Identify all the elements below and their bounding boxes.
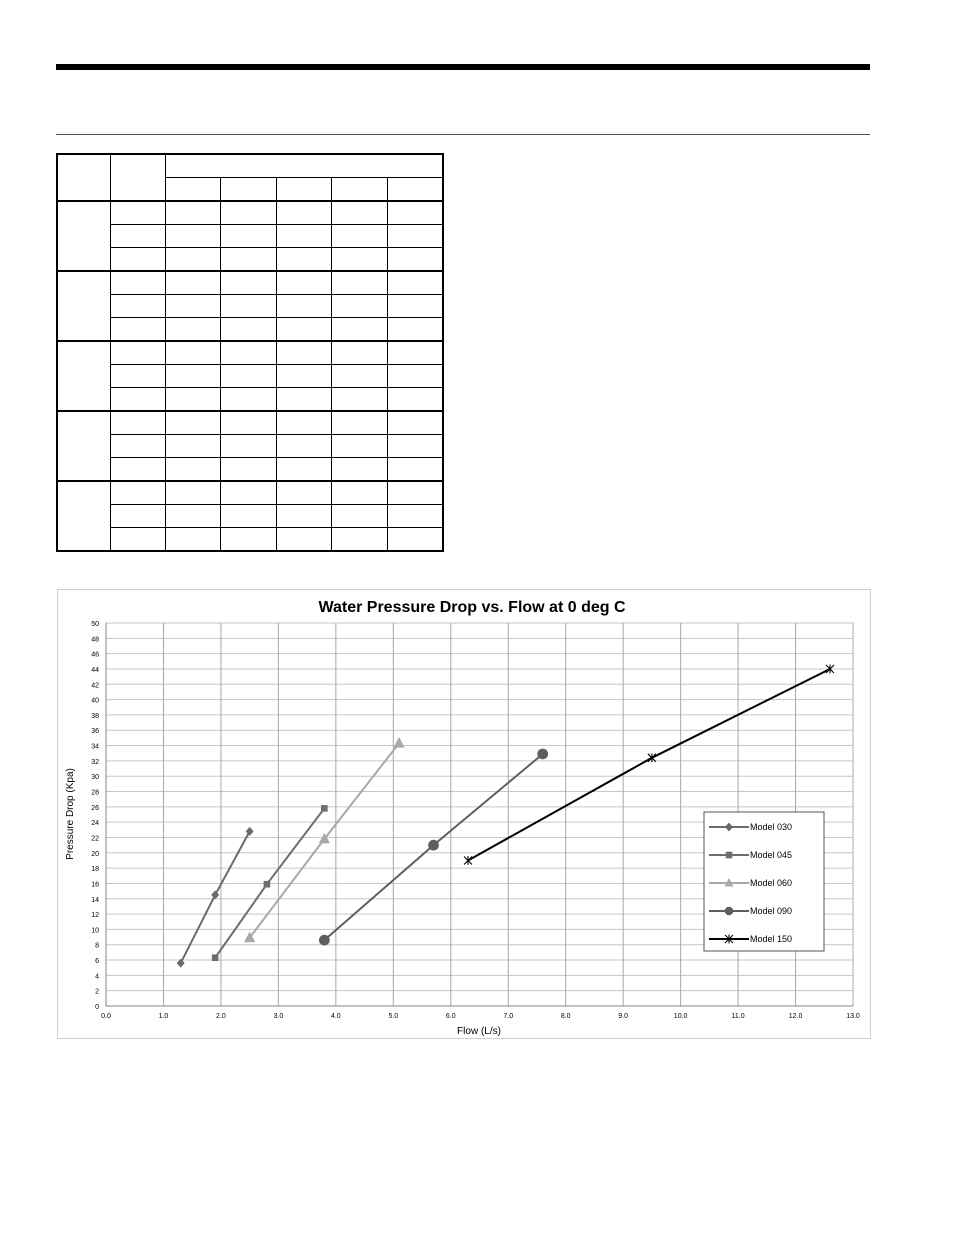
y-axis-label: Pressure Drop (Kpa) (65, 768, 76, 860)
table-cell (165, 341, 221, 365)
table-cell (332, 271, 388, 295)
y-tick-label: 20 (91, 850, 99, 858)
table-cell (165, 505, 221, 528)
table-cell (221, 365, 277, 388)
table-cell (387, 271, 443, 295)
legend-marker (726, 852, 733, 859)
table-cell (387, 411, 443, 435)
table-cell (387, 201, 443, 225)
header-cell (57, 154, 111, 201)
header-span-cell (165, 154, 443, 178)
x-tick-label: 8.0 (560, 1013, 571, 1020)
table-cell (111, 271, 166, 295)
y-tick-label: 40 (91, 697, 99, 705)
x-tick-label: 12.0 (788, 1013, 803, 1020)
table-cell (111, 318, 166, 342)
table-cell (111, 458, 166, 482)
y-tick-label: 22 (91, 835, 99, 843)
group-cell (57, 481, 111, 551)
pressure-drop-chart (58, 590, 870, 1038)
table-row (57, 271, 443, 295)
table-cell (387, 295, 443, 318)
table-row (57, 201, 443, 225)
table-cell (387, 458, 443, 482)
table-cell (332, 435, 388, 458)
x-tick-label: 5.0 (388, 1013, 399, 1020)
y-tick-label: 32 (91, 758, 99, 766)
table-cell (221, 411, 277, 435)
legend-label: Model 090 (750, 906, 793, 916)
table-cell (276, 411, 332, 435)
legend-label: Model 045 (750, 850, 793, 860)
table-cell (165, 225, 221, 248)
table-cell (387, 388, 443, 412)
table-cell (276, 248, 332, 272)
table-row (57, 481, 443, 505)
table-cell (332, 481, 388, 505)
table-cell (111, 528, 166, 552)
table-cell (111, 341, 166, 365)
table-cell (276, 318, 332, 342)
data-point (264, 881, 271, 888)
table-cell (165, 411, 221, 435)
header-cell (276, 178, 332, 202)
y-tick-label: 16 (91, 881, 99, 889)
table-cell (165, 248, 221, 272)
legend-marker (725, 907, 734, 916)
table-cell (165, 528, 221, 552)
table-cell (332, 248, 388, 272)
x-tick-label: 11.0 (731, 1013, 745, 1020)
header-cell (332, 178, 388, 202)
table-cell (221, 528, 277, 552)
table-cell (332, 318, 388, 342)
table-row (57, 248, 443, 272)
table-cell (111, 435, 166, 458)
data-point (319, 935, 330, 946)
table-cell (111, 388, 166, 412)
table-cell (332, 295, 388, 318)
table-cell (332, 225, 388, 248)
table-row (57, 505, 443, 528)
header-cell (165, 178, 221, 202)
table-cell (387, 528, 443, 552)
table-row (57, 318, 443, 342)
chart-frame (57, 589, 871, 1039)
table-cell (165, 271, 221, 295)
table-cell (111, 481, 166, 505)
y-tick-label: 6 (95, 958, 99, 966)
x-tick-label: 1.0 (158, 1013, 169, 1020)
table-cell (111, 365, 166, 388)
legend-label: Model 060 (750, 878, 793, 888)
table-cell (387, 341, 443, 365)
table-cell (276, 435, 332, 458)
x-tick-label: 0.0 (101, 1013, 111, 1020)
data-point (537, 749, 548, 760)
table-cell (387, 435, 443, 458)
chart-title: Water Pressure Drop vs. Flow at 0 deg C (318, 599, 626, 616)
y-tick-label: 2 (95, 988, 99, 996)
y-tick-label: 44 (91, 666, 99, 674)
y-tick-label: 4 (95, 973, 99, 981)
table-cell (276, 481, 332, 505)
x-axis-label: Flow (L/s) (457, 1026, 501, 1037)
table-cell (111, 505, 166, 528)
data-point (212, 954, 219, 961)
table-cell (165, 318, 221, 342)
table-cell (387, 248, 443, 272)
table-cell (332, 458, 388, 482)
table-cell (221, 271, 277, 295)
table-cell (332, 201, 388, 225)
x-tick-label: 13.0 (846, 1013, 860, 1020)
x-tick-label: 7.0 (503, 1013, 514, 1020)
table-cell (221, 248, 277, 272)
table-cell (165, 435, 221, 458)
x-tick-label: 9.0 (618, 1013, 629, 1020)
y-tick-label: 26 (91, 804, 99, 812)
table-cell (276, 528, 332, 552)
table-cell (276, 225, 332, 248)
table-cell (387, 365, 443, 388)
x-tick-label: 6.0 (445, 1013, 456, 1020)
y-tick-label: 12 (91, 912, 99, 920)
table-cell (387, 225, 443, 248)
table-row (57, 295, 443, 318)
top-rule (56, 64, 870, 70)
table-cell (276, 271, 332, 295)
table-cell (276, 458, 332, 482)
x-tick-label: 4.0 (330, 1013, 341, 1020)
table-cell (221, 388, 277, 412)
legend-label: Model 150 (750, 934, 793, 944)
table-cell (221, 295, 277, 318)
y-tick-label: 34 (91, 743, 99, 751)
table-cell (276, 295, 332, 318)
y-tick-label: 42 (91, 682, 99, 690)
data-point (428, 840, 439, 851)
table-cell (276, 201, 332, 225)
group-cell (57, 341, 111, 411)
table-cell (221, 201, 277, 225)
header-cell (221, 178, 277, 202)
table-row (57, 411, 443, 435)
group-cell (57, 201, 111, 271)
y-tick-label: 48 (91, 636, 99, 644)
table-cell (221, 458, 277, 482)
header-cell (387, 178, 443, 202)
table-cell (165, 295, 221, 318)
y-tick-label: 38 (91, 712, 99, 720)
table-row (57, 225, 443, 248)
table-row (57, 528, 443, 552)
table-cell (221, 318, 277, 342)
table-cell (387, 481, 443, 505)
table-cell (221, 505, 277, 528)
table-cell (332, 411, 388, 435)
legend-label: Model 030 (750, 822, 793, 832)
table-cell (276, 505, 332, 528)
header-cell (111, 154, 166, 201)
y-tick-label: 36 (91, 728, 99, 736)
table-cell (276, 341, 332, 365)
table-cell (165, 201, 221, 225)
table-cell (221, 435, 277, 458)
y-tick-label: 14 (91, 896, 99, 904)
y-tick-label: 10 (91, 927, 99, 935)
table-cell (111, 225, 166, 248)
table-cell (165, 388, 221, 412)
x-tick-label: 10.0 (673, 1013, 688, 1020)
y-tick-label: 18 (91, 866, 99, 874)
table-cell (111, 295, 166, 318)
specification-table (56, 153, 444, 552)
y-tick-label: 8 (95, 942, 99, 950)
table-cell (387, 505, 443, 528)
table-cell (276, 365, 332, 388)
y-tick-label: 28 (91, 789, 99, 797)
table-cell (111, 201, 166, 225)
table-row (57, 365, 443, 388)
table-cell (332, 528, 388, 552)
table-cell (332, 341, 388, 365)
table-cell (276, 388, 332, 412)
table-cell (387, 318, 443, 342)
table-cell (332, 365, 388, 388)
table-row (57, 458, 443, 482)
y-tick-label: 46 (91, 651, 99, 659)
y-tick-label: 30 (91, 774, 99, 782)
y-tick-label: 50 (91, 621, 99, 628)
table-row (57, 388, 443, 412)
y-tick-label: 0 (95, 1004, 99, 1011)
data-point (321, 805, 328, 812)
x-tick-label: 2.0 (216, 1013, 226, 1020)
y-tick-label: 24 (91, 820, 99, 828)
table-cell (165, 365, 221, 388)
table-cell (221, 481, 277, 505)
table-cell (165, 458, 221, 482)
group-cell (57, 411, 111, 481)
table-cell (111, 411, 166, 435)
table-cell (221, 341, 277, 365)
x-tick-label: 3.0 (273, 1013, 284, 1020)
table-cell (332, 388, 388, 412)
table-cell (332, 505, 388, 528)
group-cell (57, 271, 111, 341)
table-row (57, 435, 443, 458)
table-cell (165, 481, 221, 505)
table-row (57, 341, 443, 365)
header-divider (56, 134, 870, 135)
table-cell (111, 248, 166, 272)
table-cell (221, 225, 277, 248)
